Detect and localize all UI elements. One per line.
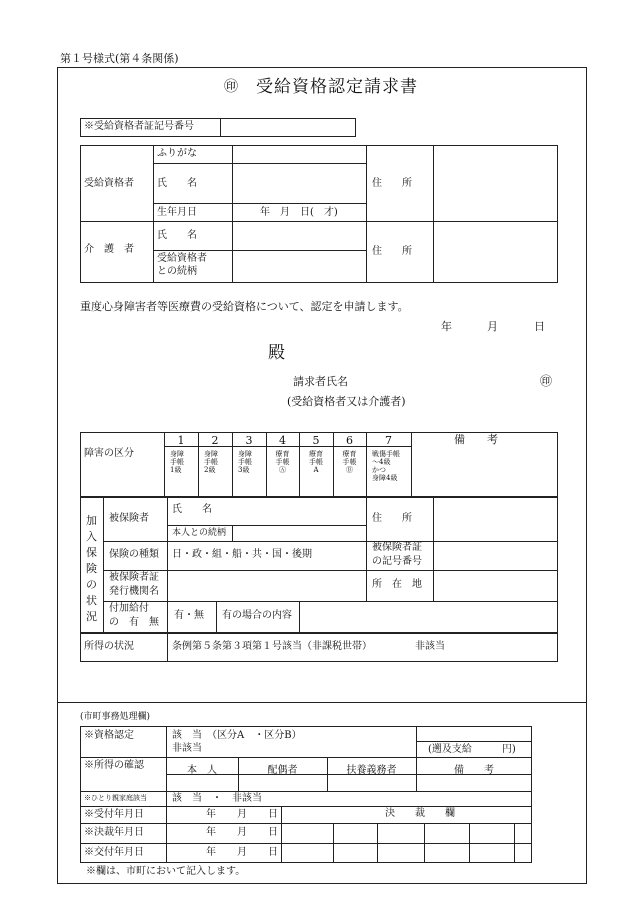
disability-desc-5: 療育 手帳 A [309,450,323,475]
addon-label-1: 付加給付 [109,603,149,614]
disability-desc-7: 戦傷手帳 ～4級 かつ 身障4級 [372,450,400,483]
recipient-name-label: 氏 名 [157,178,197,189]
decided-date-label: ※決裁年月日 [84,827,144,838]
decided-month: 月 [237,827,247,838]
office-footnote: ※欄は、市町において記入します。 [86,866,246,877]
accepted-month: 月 [237,809,247,820]
seal-symbol: ㊞ [224,79,238,95]
disability-desc-4: 療育 手帳 Ⓐ [275,450,290,475]
form-label: 第１号様式(第４条関係) [60,52,179,65]
issued-day: 日 [268,847,278,858]
insurance-side-label: 加 入 保 険 の 状 況 [86,514,97,623]
insurance-table [80,497,558,633]
applicant-note: (受給資格者又は介護者) [287,395,406,408]
addressee: 殿 [268,343,285,363]
insured-address-label: 住 所 [372,513,412,524]
applicant-name-label: 請求者氏名 [293,375,348,388]
issued-year: 年 [206,847,216,858]
recipient-label: 受給資格者 [84,178,134,189]
application-statement: 重度心身障害者等医療費の受給資格について、認定を申請します。 [80,300,409,313]
cert-symbol-label-2: の記号番号 [372,556,422,567]
recipient-address-label: 住 所 [372,178,412,189]
single-parent-options: 該 当 ・ 非該当 [172,793,262,804]
disability-num-3: 3 [245,434,253,447]
accepted-date-label: ※受付年月日 [84,809,144,820]
cert-number-label: ※受給資格者証記号番号 [84,121,194,132]
caregiver-label: 介 護 者 [84,244,134,255]
cert-symbol-label-1: 被保険者証 [372,542,422,553]
col-spouse: 配偶者 [267,765,298,776]
issued-date-label: ※交付年月日 [84,847,144,858]
relation-label-1: 受給資格者 [157,253,207,264]
qualification-line-2: 非該当 [172,743,202,754]
disability-num-6: 6 [346,434,353,447]
col-self: 本 人 [187,765,217,776]
decided-year: 年 [206,827,216,838]
retro-payment: (遡及支給 円) [428,744,516,755]
insured-name-label: 氏 名 [172,504,212,515]
addon-label-2: の 有 無 [109,617,159,628]
income-option-2: 非該当 [415,641,445,652]
disability-remarks: 備 考 [454,433,498,446]
issuer-label-2: 発行機関名 [109,586,159,597]
insured-person-label: 被保険者 [109,513,149,524]
date-day: 日 [534,320,545,333]
caregiver-address-label: 住 所 [372,246,412,257]
accepted-year: 年 [206,809,216,820]
disability-desc-1: 身障 手帳 1級 [170,450,184,475]
relation-label-2: との続柄 [157,266,197,277]
income-check-label: ※所得の確認 [84,760,144,771]
income-option-1: 条例第５条第３項第１号該当（非課税世帯） [172,641,372,652]
disability-desc-6: 療育 手帳 Ⓑ [342,450,357,475]
disability-num-5: 5 [312,434,320,447]
insurance-type-options: 日・政・組・船・共・国・後期 [172,549,312,560]
furigana-label: ふりがな [157,148,197,159]
decided-day: 日 [268,827,278,838]
office-section-label: (市町事務処理欄) [80,712,151,722]
single-parent-label: ※ひとり親家庭該当 [84,794,147,802]
insured-relation-label: 本人との続柄 [172,528,227,538]
disability-num-4: 4 [279,434,286,447]
birthdate-label: 生年月日 [157,207,197,218]
form-title: 受給資格認定請求書 [256,77,418,97]
disability-desc-2: 身障 手帳 2級 [204,450,218,475]
issuer-label-1: 被保険者証 [109,572,159,583]
col-dependent: 扶養義務者 [346,765,397,776]
addon-detail-label: 有の場合の内容 [222,610,292,621]
accepted-day: 日 [268,809,278,820]
income-label: 所得の状況 [84,641,134,652]
qualification-line-1: 該 当 （区分A ・区分B） [172,730,302,741]
disability-label: 障害の区分 [84,448,134,459]
approval-header: 決 裁 欄 [385,808,455,819]
issuer-location-label: 所 在 地 [372,579,422,590]
applicant-seal: ㊞ [540,374,553,388]
disability-desc-3: 身障 手帳 3級 [238,450,252,475]
caregiver-name-label: 氏 名 [157,230,197,241]
insurance-type-label: 保険の種類 [109,549,159,560]
birthdate-format: 年 月 日( 才) [260,207,338,218]
disability-num-7: 7 [385,434,392,447]
disability-num-1: 1 [177,434,185,447]
disability-num-2: 2 [211,434,219,447]
date-month: 月 [487,320,498,333]
date-year: 年 [441,320,452,333]
col-remarks: 備 考 [454,765,494,776]
office-section-divider [57,702,587,703]
addon-options: 有・無 [174,610,204,621]
issued-month: 月 [237,847,247,858]
qualification-label: ※資格認定 [84,730,134,741]
